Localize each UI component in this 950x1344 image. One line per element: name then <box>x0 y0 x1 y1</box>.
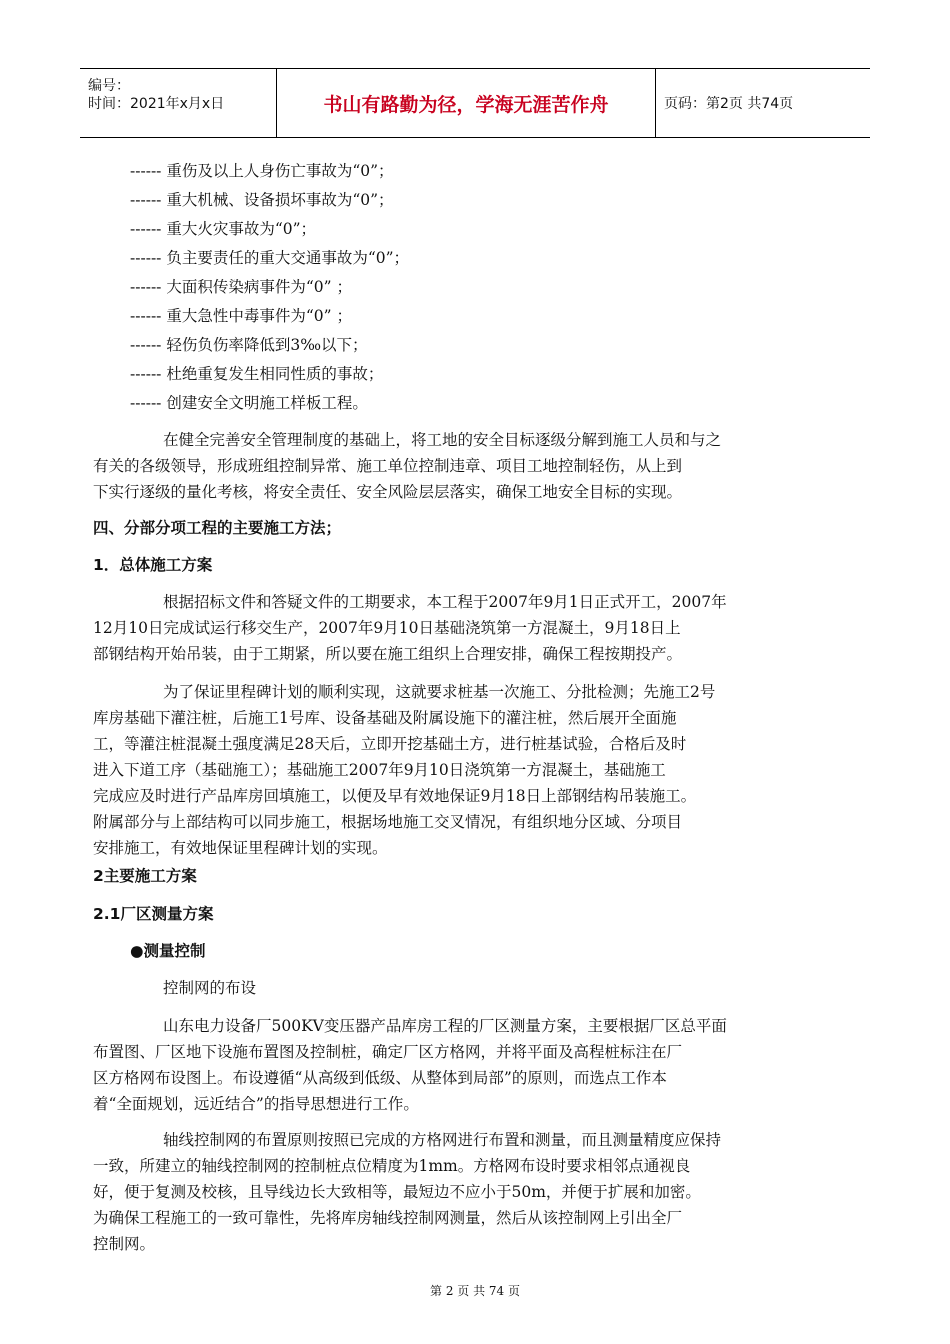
paragraph-line: 布置图、厂区地下设施布置图及控制桩，确定厂区方格网，并将平面及高程桩标注在厂 <box>93 1043 683 1061</box>
subsection-heading: 2.1厂区测量方案 <box>93 905 214 923</box>
paragraph-line: 进入下道工序（基础施工）；基础施工2007年9月10日浇筑第一方混凝土，基础施工 <box>93 761 666 779</box>
paragraph-line: 库房基础下灌注桩，后施工1号库、设备基础及附属设施下的灌注桩，然后展开全面施 <box>93 709 677 727</box>
section-heading: 2主要施工方案 <box>93 867 197 885</box>
paragraph-line: 根据招标文件和答疑文件的工期要求，本工程于2007年9月1日正式开工，2007年 <box>163 593 727 611</box>
paragraph-line: 12月10日完成试运行移交生产，2007年9月10日基础浇筑第一方混凝土，9月18日上 <box>93 619 681 637</box>
goal-item: ------ 重伤及以上人身伤亡事故为“0”； <box>130 162 394 180</box>
paragraph-line: 安排施工，有效地保证里程碑计划的实现。 <box>93 839 388 857</box>
goal-item: ------ 重大火灾事故为“0”； <box>130 220 317 238</box>
paragraph-line: 为确保工程施工的一致可靠性，先将库房轴线控制网测量，然后从该控制网上引出全厂 <box>93 1209 683 1227</box>
sub-heading: 控制网的布设 <box>163 979 257 997</box>
header-motto: 书山有路勤为径，学海无涯苦作舟 <box>277 69 656 137</box>
doc-time: 时间：2021年x月x日 <box>88 96 225 112</box>
goal-item: ------ 负主要责任的重大交通事故为“0”； <box>130 249 410 267</box>
paragraph-line: 轴线控制网的布置原则按照已完成的方格网进行布置和测量，而且测量精度应保持 <box>163 1131 722 1149</box>
paragraph-line: 部钢结构开始吊装，由于工期紧，所以要在施工组织上合理安排，确保工程按期投产。 <box>93 645 683 663</box>
doc-number: 编号： <box>88 78 130 94</box>
page-header <box>80 68 870 138</box>
paragraph-line: 控制网。 <box>93 1235 156 1253</box>
paragraph-line: 附属部分与上部结构可以同步施工，根据场地施工交叉情况，有组织地分区域、分项目 <box>93 813 683 831</box>
goal-item: ------ 大面积传染病事件为“0” ； <box>130 278 352 296</box>
paragraph-line: 山东电力设备厂500KV变压器产品库房工程的厂区测量方案，主要根据厂区总平面 <box>163 1017 727 1035</box>
subsection-heading: 1．总体施工方案 <box>93 556 213 574</box>
header-page-info: 页码：第2页 共74页 <box>664 96 794 112</box>
goal-item: ------ 重大急性中毒事件为“0” ； <box>130 307 352 325</box>
section-heading: 四、分部分项工程的主要施工方法； <box>93 519 342 537</box>
paragraph-line: 一致，所建立的轴线控制网的控制桩点位精度为1mm。方格网布设时要求相邻点通视良 <box>93 1157 691 1175</box>
page-footer: 第 2 页 共 74 页 <box>430 1284 520 1298</box>
paragraph-line: 工，等灌注桩混凝土强度满足28天后，立即开挖基础土方，进行桩基试验，合格后及时 <box>93 735 687 753</box>
goal-item: ------ 创建安全文明施工样板工程。 <box>130 394 368 412</box>
paragraph-line: 好，便于复测及校核，且导线边长大致相等，最短边不应小于50m，并便于扩展和加密。 <box>93 1183 701 1201</box>
paragraph-line: 区方格网布设图上。布设遵循“从高级到低级、从整体到局部”的原则，而选点工作本 <box>93 1069 667 1087</box>
paragraph-line: 为了保证里程碑计划的顺利实现，这就要求桩基一次施工、分批检测；先施工2号 <box>163 683 716 701</box>
goal-item: ------ 杜绝重复发生相同性质的事故； <box>130 365 384 383</box>
goal-item: ------ 重大机械、设备损坏事故为“0”； <box>130 191 394 209</box>
paragraph-line: 有关的各级领导，形成班组控制异常、施工单位控制违章、项目工地控制轻伤，从上到 <box>93 457 683 475</box>
paragraph-line: 在健全完善安全管理制度的基础上，将工地的安全目标逐级分解到施工人员和与之 <box>163 431 722 449</box>
paragraph-line: 完成应及时进行产品库房回填施工，以便及早有效地保证9月18日上部钢结构吊装施工。 <box>93 787 697 805</box>
paragraph-line: 着“全面规划，远近结合”的指导思想进行工作。 <box>93 1095 419 1113</box>
bullet-heading: ●测量控制 <box>130 942 206 960</box>
header-meta <box>80 69 277 137</box>
paragraph-line: 下实行逐级的量化考核，将安全责任、安全风险层层落实，确保工地安全目标的实现。 <box>93 483 683 501</box>
goal-item: ------ 轻伤负伤率降低到3‰以下； <box>130 336 368 354</box>
